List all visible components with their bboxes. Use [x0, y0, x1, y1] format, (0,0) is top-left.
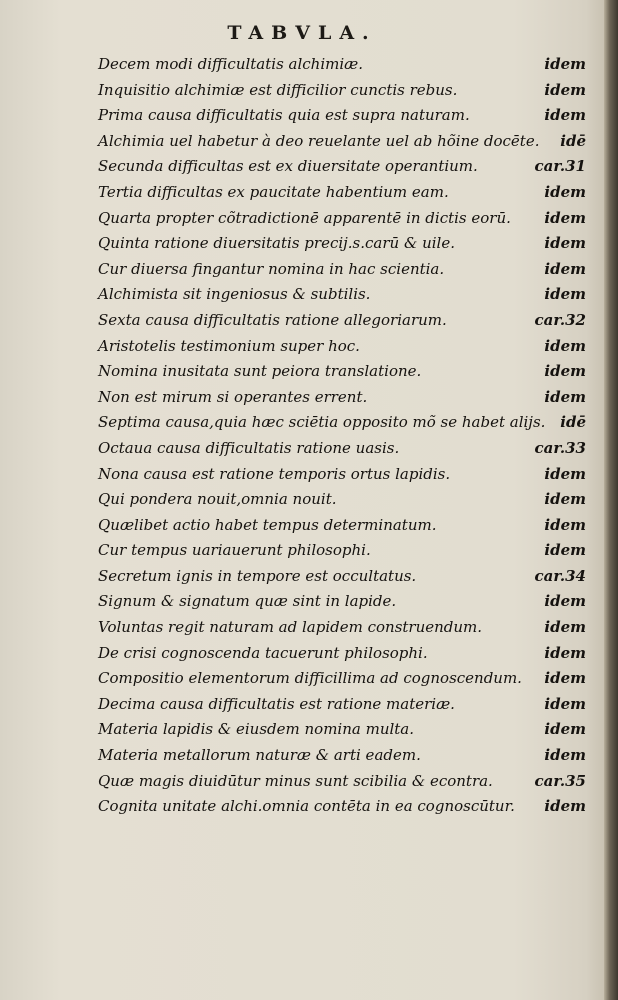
entry-text: Septima causa,quia hæc sciētia opposito mõ se habet alijs. — [98, 413, 546, 432]
entry-reference: car.32 — [534, 310, 586, 329]
index-entry — [98, 436, 592, 462]
index-entry — [98, 589, 592, 615]
entry-text: Inquisitio alchimiæ est difficilior cunctis rebus. — [98, 80, 458, 99]
entry-reference: car.35 — [534, 771, 586, 790]
entry-text: Alchimista sit ingeniosus & subtilis. — [98, 285, 371, 304]
entry-reference: idē — [560, 131, 586, 150]
page-header: TABVLA. — [227, 22, 377, 44]
entry-reference: idem — [544, 208, 586, 227]
entry-reference: idem — [544, 592, 586, 611]
entry-reference: idem — [544, 643, 586, 662]
index-entry — [98, 666, 592, 692]
entry-text: Voluntas regit naturam ad lapidem construendum. — [98, 618, 483, 637]
index-entry — [98, 180, 592, 206]
index-entry — [98, 717, 592, 743]
entry-reference: idem — [544, 490, 586, 509]
index-entry — [98, 359, 592, 385]
entry-reference: idem — [544, 80, 586, 99]
book-spine — [604, 0, 618, 1000]
index-entry — [98, 410, 592, 436]
entry-reference: idem — [544, 336, 586, 355]
entry-reference: car.31 — [534, 157, 586, 176]
index-entry — [98, 385, 592, 411]
entry-text: Prima causa difficultatis quia est supra naturam. — [98, 106, 470, 125]
entry-reference: idem — [544, 541, 586, 560]
entry-reference: idem — [544, 797, 586, 816]
index-entry — [98, 769, 592, 795]
entry-text: Nona causa est ratione temporis ortus lapidis. — [98, 464, 451, 483]
entry-text: Quæ magis diuidūtur minus sunt scibilia & econtra. — [98, 771, 493, 790]
entry-reference: idem — [544, 746, 586, 765]
entry-reference: idem — [544, 55, 586, 73]
entry-reference: idem — [544, 387, 586, 406]
index-entry — [98, 462, 592, 488]
entry-reference: idem — [544, 362, 586, 381]
entry-text: Signum & signatum quæ sint in lapide. — [98, 592, 397, 611]
entry-reference: idem — [544, 618, 586, 637]
index-entry — [98, 794, 592, 820]
entry-text: Cognita unitate alchi.omnia contēta in ea cognoscūtur. — [98, 797, 515, 816]
entry-text: Cur diuersa fingantur nomina in hac scientia. — [98, 259, 445, 278]
entry-reference: idem — [544, 285, 586, 304]
index-entry — [98, 308, 592, 334]
entry-reference: idem — [544, 669, 586, 688]
entry-text: Secretum ignis in tempore est occultatus. — [98, 566, 417, 585]
index-entry — [98, 206, 592, 232]
entry-text: Secunda difficultas est ex diuersitate operantium. — [98, 157, 478, 176]
index-entry — [98, 513, 592, 539]
entry-text: Cur tempus uariauerunt philosophi. — [98, 541, 371, 560]
index-entry — [98, 52, 592, 78]
index-entry — [98, 231, 592, 257]
index-entry — [98, 743, 592, 769]
index-entry — [98, 615, 592, 641]
entry-reference: idem — [544, 694, 586, 713]
entry-text: Materia metallorum naturæ & arti eadem. — [98, 746, 421, 765]
entry-text: Sexta causa difficultatis ratione allegoriarum. — [98, 310, 447, 329]
entry-text: Materia lapidis & eiusdem nomina multa. — [98, 720, 415, 739]
index-entry — [98, 282, 592, 308]
entry-text: Quinta ratione diuersitatis precij.s.carū & uile. — [98, 234, 455, 253]
index-entry — [98, 564, 592, 590]
entry-reference: idem — [544, 234, 586, 253]
index-entry — [98, 129, 592, 155]
entry-text: Octaua causa difficultatis ratione uasis. — [98, 438, 400, 457]
index-entry — [98, 103, 592, 129]
entry-text: Nomina inusitata sunt peiora translatione. — [98, 362, 422, 381]
entry-text: Aristotelis testimonium super hoc. — [98, 336, 360, 355]
index-entry — [98, 641, 592, 667]
entry-text: Quælibet actio habet tempus determinatum. — [98, 515, 437, 534]
entry-text: Decem modi difficultatis alchimiæ. — [98, 55, 364, 73]
entry-text: Quarta propter cõtradictionē apparentē in dictis eorū. — [98, 208, 511, 227]
entry-reference: idē — [560, 413, 586, 432]
entry-reference: idem — [544, 182, 586, 201]
entry-text: Compositio elementorum difficillima ad cognoscendum. — [98, 669, 522, 688]
entry-reference: idem — [544, 720, 586, 739]
entry-text: Tertia difficultas ex paucitate habentium eam. — [98, 182, 449, 201]
entry-reference: car.34 — [534, 566, 586, 585]
entry-reference: car.33 — [534, 438, 586, 457]
entry-text: Alchimia uel habetur à deo reuelante uel ab hõine docēte. — [98, 131, 540, 150]
index-entry — [98, 692, 592, 718]
entry-reference: idem — [544, 259, 586, 278]
index-entry — [98, 154, 592, 180]
entry-reference: idem — [544, 106, 586, 125]
entry-reference: idem — [544, 464, 586, 483]
entry-text: Qui pondera nouit,omnia nouit. — [98, 490, 337, 509]
entry-reference: idem — [544, 515, 586, 534]
index-entry — [98, 334, 592, 360]
index-entry — [98, 487, 592, 513]
entry-text: De crisi cognoscenda tacuerunt philosophi. — [98, 643, 428, 662]
entry-text: Non est mirum si operantes errent. — [98, 387, 368, 406]
entry-text: Decima causa difficultatis est ratione materiæ. — [98, 694, 455, 713]
index-entry — [98, 257, 592, 283]
index-entry — [98, 78, 592, 104]
index-entries — [98, 52, 592, 820]
index-entry — [98, 538, 592, 564]
